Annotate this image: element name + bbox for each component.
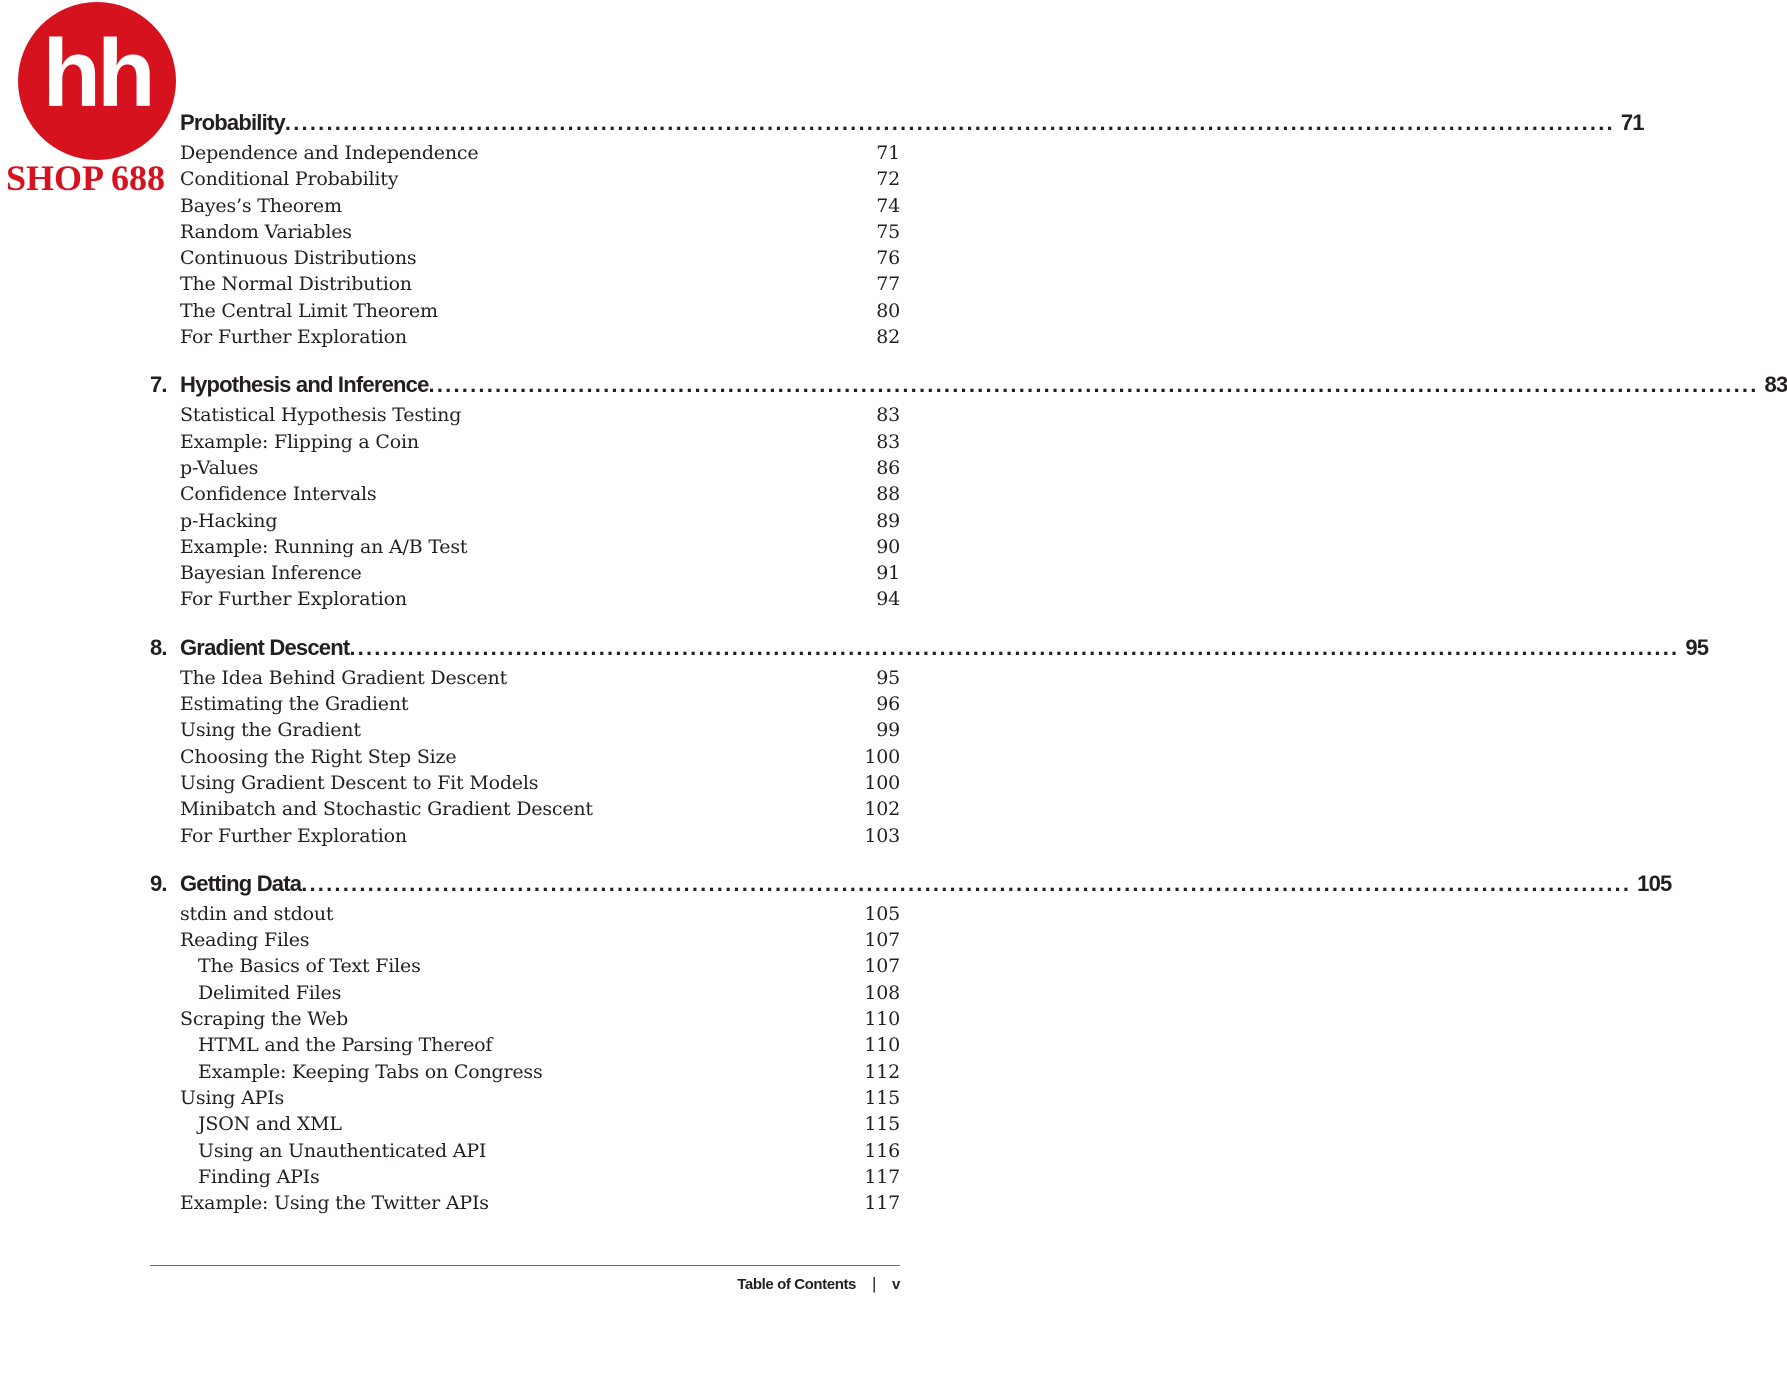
chapter-page-number: 71 — [1620, 110, 1644, 135]
entry-title: stdin and stdout — [180, 902, 334, 925]
toc-section-entry[interactable] — [150, 717, 900, 743]
entry-title: Estimating the Gradient — [180, 693, 409, 716]
entry-title: For Further Exploration — [180, 824, 407, 847]
entry-page-number: 117 — [864, 1165, 900, 1188]
chapter-heading[interactable] — [150, 110, 1644, 140]
entry-page-number: 110 — [864, 1034, 900, 1057]
toc-section-entry[interactable] — [150, 744, 900, 770]
entry-title: Example: Using the Twitter APIs — [180, 1192, 489, 1215]
entry-title: Conditional Probability — [180, 168, 399, 191]
chapter-title: Probability — [180, 110, 285, 135]
section-list — [150, 402, 900, 612]
entry-title: For Further Exploration — [180, 588, 407, 611]
entry-page-number: 75 — [876, 220, 900, 243]
entry-title: Bayesian Inference — [180, 562, 362, 585]
entry-title: The Basics of Text Files — [198, 955, 421, 978]
chapter-number: 9. — [150, 870, 167, 896]
toc-section-entry[interactable] — [150, 927, 900, 953]
chapter-page-number: 95 — [1685, 634, 1709, 660]
toc-section-entry[interactable] — [150, 324, 900, 350]
watermark-logo-circle — [18, 2, 176, 160]
entry-title: Finding APIs — [198, 1165, 320, 1188]
entry-page-number: 94 — [876, 588, 900, 611]
toc-section-entry[interactable] — [150, 429, 900, 455]
toc-subsection-entry[interactable] — [150, 1059, 900, 1085]
entry-title: Using the Gradient — [180, 719, 361, 742]
page-footer — [737, 1274, 900, 1294]
toc-section-entry[interactable] — [150, 193, 900, 219]
entry-title: Using an Unauthenticated API — [198, 1139, 487, 1162]
toc-chapter — [150, 634, 1709, 849]
chapter-title: Gradient Descent — [180, 634, 350, 660]
toc-section-entry[interactable] — [150, 219, 900, 245]
entry-page-number: 102 — [864, 798, 900, 821]
entry-title: Example: Flipping a Coin — [180, 430, 419, 453]
chapter-page-number: 105 — [1637, 870, 1672, 896]
toc-section-entry[interactable] — [150, 402, 900, 428]
entry-page-number: 89 — [876, 509, 900, 532]
chapter-number: 8. — [150, 634, 167, 660]
toc-section-entry[interactable] — [150, 534, 900, 560]
toc-section-entry[interactable] — [150, 455, 900, 481]
entry-title: For Further Exploration — [180, 326, 407, 349]
entry-title: Choosing the Right Step Size — [180, 745, 457, 768]
chapter-title: Hypothesis and Inference — [180, 372, 429, 398]
entry-page-number: 100 — [864, 745, 900, 768]
entry-page-number: 83 — [876, 404, 900, 427]
toc-section-entry[interactable] — [150, 901, 900, 927]
chapter-heading[interactable] — [150, 634, 1709, 665]
entry-title: JSON and XML — [198, 1113, 342, 1136]
section-list — [150, 665, 900, 849]
entry-title: p-Hacking — [180, 509, 278, 532]
entry-title: Using Gradient Descent to Fit Models — [180, 771, 539, 794]
entry-page-number: 96 — [876, 693, 900, 716]
toc-subsection-entry[interactable] — [150, 980, 900, 1006]
entry-page-number: 107 — [864, 955, 900, 978]
entry-page-number: 112 — [864, 1060, 900, 1083]
toc-section-entry[interactable] — [150, 245, 900, 271]
entry-page-number: 91 — [876, 562, 900, 585]
entry-page-number: 71 — [876, 142, 900, 164]
toc-section-entry[interactable] — [150, 166, 900, 192]
entry-title: p-Values — [180, 456, 259, 479]
entry-title: Delimited Files — [198, 981, 342, 1004]
entry-page-number: 80 — [876, 299, 900, 322]
toc-section-entry[interactable] — [150, 823, 900, 849]
toc-section-entry[interactable] — [150, 508, 900, 534]
entry-title: Statistical Hypothesis Testing — [180, 404, 462, 427]
entry-page-number: 95 — [876, 666, 900, 689]
section-list — [150, 901, 900, 1217]
toc-section-entry[interactable] — [150, 796, 900, 822]
table-of-contents — [150, 110, 1787, 1216]
entry-page-number: 100 — [864, 771, 900, 794]
entry-page-number: 99 — [876, 719, 900, 742]
toc-section-entry[interactable] — [150, 481, 900, 507]
section-list — [150, 140, 900, 350]
entry-title: Example: Keeping Tabs on Congress — [198, 1060, 543, 1083]
toc-section-entry[interactable] — [150, 586, 900, 612]
entry-page-number: 77 — [876, 273, 900, 296]
toc-section-entry[interactable] — [150, 140, 900, 166]
entry-page-number: 115 — [864, 1086, 900, 1109]
entry-page-number: 103 — [864, 824, 900, 847]
watermark — [0, 0, 190, 200]
entry-page-number: 107 — [864, 929, 900, 952]
toc-subsection-entry[interactable] — [150, 1138, 900, 1164]
entry-title: Example: Running an A/B Test — [180, 535, 468, 558]
dot-leader: ................................................................................................................................................................ — [428, 372, 1759, 398]
entry-page-number: 86 — [876, 456, 900, 479]
footer-page-number: v — [892, 1275, 900, 1293]
toc-section-entry[interactable] — [150, 1190, 900, 1216]
entry-title: Random Variables — [180, 220, 352, 243]
chapter-number: 7. — [150, 372, 167, 398]
toc-chapter — [150, 870, 1672, 1217]
toc-section-entry[interactable] — [150, 770, 900, 796]
entry-page-number: 116 — [864, 1139, 900, 1162]
toc-section-entry[interactable] — [150, 271, 900, 297]
toc-subsection-entry[interactable] — [150, 1164, 900, 1190]
entry-title: The Normal Distribution — [180, 273, 412, 296]
entry-page-number: 82 — [876, 326, 900, 349]
toc-section-entry[interactable] — [150, 560, 900, 586]
entry-page-number: 110 — [864, 1008, 900, 1031]
entry-page-number: 72 — [876, 168, 900, 191]
entry-title: Confidence Intervals — [180, 483, 377, 506]
entry-title: Continuous Distributions — [180, 247, 417, 270]
entry-title: Dependence and Independence — [180, 142, 479, 164]
toc-section-entry[interactable] — [150, 691, 900, 717]
dot-leader: ................................................................................................................................................................ — [284, 110, 1615, 135]
chapter-page-number: 83 — [1764, 372, 1787, 398]
watermark-logo-text: hh — [42, 20, 152, 127]
toc-subsection-entry[interactable] — [150, 953, 900, 979]
entry-title: Using APIs — [180, 1086, 285, 1109]
entry-page-number: 83 — [876, 430, 900, 453]
toc-subsection-entry[interactable] — [150, 1032, 900, 1058]
entry-title: Scraping the Web — [180, 1008, 349, 1031]
entry-page-number: 76 — [876, 247, 900, 270]
entry-page-number: 108 — [864, 981, 900, 1004]
entry-page-number: 88 — [876, 483, 900, 506]
chapter-heading[interactable] — [150, 372, 1787, 402]
toc-chapter — [150, 110, 1644, 350]
entry-page-number: 105 — [864, 902, 900, 925]
toc-section-entry[interactable] — [150, 1006, 900, 1032]
entry-title: The Central Limit Theorem — [180, 299, 438, 322]
footer-rule — [150, 1265, 900, 1266]
entry-title: The Idea Behind Gradient Descent — [180, 666, 507, 689]
watermark-shop-text: SHOP 688 — [6, 158, 166, 198]
entry-page-number: 115 — [864, 1113, 900, 1136]
entry-page-number: 117 — [864, 1192, 900, 1215]
entry-page-number: 90 — [876, 535, 900, 558]
toc-section-entry[interactable] — [150, 298, 900, 324]
dot-leader: ................................................................................................................................................................ — [349, 634, 1680, 660]
toc-section-entry[interactable] — [150, 1085, 900, 1111]
toc-chapter — [150, 372, 1787, 612]
entry-title: Minibatch and Stochastic Gradient Descent — [180, 798, 593, 821]
chapter-title: Getting Data — [180, 870, 302, 896]
toc-subsection-entry[interactable] — [150, 1111, 900, 1137]
footer-section-label: Table of Contents — [737, 1275, 857, 1293]
entry-page-number: 74 — [876, 194, 900, 217]
entry-title: Reading Files — [180, 929, 310, 952]
entry-title: HTML and the Parsing Thereof — [198, 1034, 493, 1057]
dot-leader: ................................................................................................................................................................ — [301, 870, 1632, 896]
footer-separator: | — [872, 1274, 877, 1293]
entry-title: Bayes’s Theorem — [180, 194, 342, 217]
toc-section-entry[interactable] — [150, 665, 900, 691]
chapter-heading[interactable] — [150, 870, 1672, 901]
